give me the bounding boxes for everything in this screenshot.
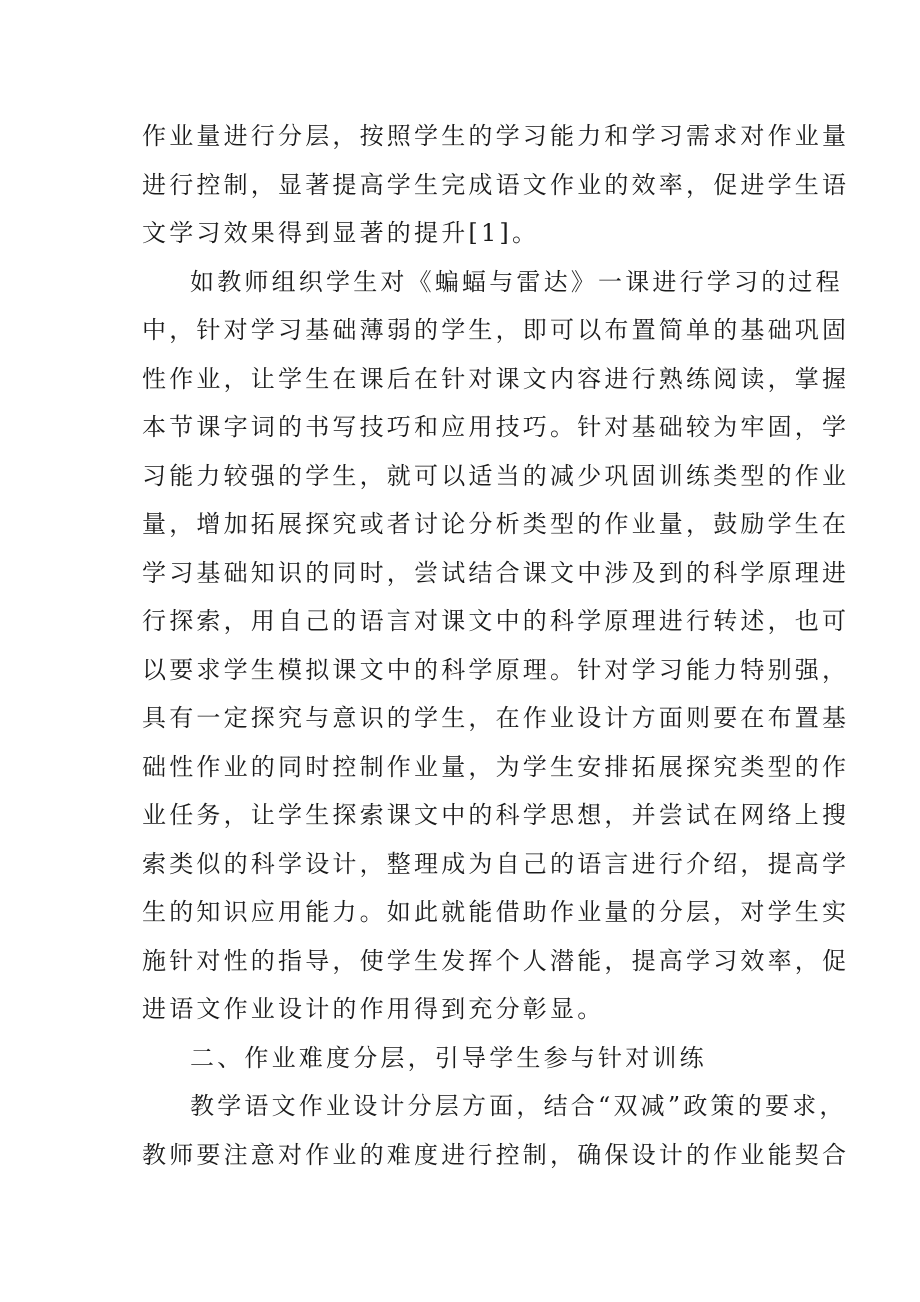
text-line: 学习基础知识的同时，尝试结合课文中涉及到的科学原理进 (142, 558, 850, 587)
text-line: 础性作业的同时控制作业量，为学生安排拓展探究类型的作 (142, 752, 850, 781)
text-line: 具有一定探究与意识的学生，在作业设计方面则要在布置基 (142, 704, 850, 732)
text-line: 作业量进行分层，按照学生的学习能力和学习需求对作业量 (142, 122, 850, 150)
text-line: 进行控制，显著提高学生完成语文作业的效率，促进学生语 (142, 170, 850, 199)
paragraph-start-line: 教学语文作业设计分层方面，结合“双减”政策的要求， (190, 1092, 847, 1120)
text-line: 量，增加拓展探究或者讨论分析类型的作业量，鼓励学生在 (142, 510, 850, 538)
text-line: 习能力较强的学生，就可以适当的减少巩固训练类型的作业 (142, 461, 850, 490)
text-line: 业任务，让学生探索课文中的科学思想，并尝试在网络上搜 (142, 801, 850, 829)
text-line: 进语文作业设计的作用得到充分彰显。 (142, 995, 605, 1023)
document-body (142, 112, 850, 1179)
paragraph-start-line: 如教师组织学生对《蝙蝠与雷达》一课进行学习的过程 (190, 267, 843, 296)
text-line: 以要求学生模拟课文中的科学原理。针对学习能力特别强， (142, 655, 850, 684)
text-line: 本节课字词的书写技巧和应用技巧。针对基础较为牢固，学 (142, 413, 850, 441)
text-line: 索类似的科学设计，整理成为自己的语言进行介绍，提高学 (142, 849, 850, 878)
text-line: 教师要注意对作业的难度进行控制，确保设计的作业能契合 (142, 1140, 850, 1169)
text-line: 文学习效果得到显著的提升[1]。 (142, 219, 540, 247)
text-line: 性作业，让学生在课后在针对课文内容进行熟练阅读，掌握 (142, 364, 850, 393)
text-line: 行探索，用自己的语言对课文中的科学原理进行转述，也可 (142, 607, 850, 635)
text-line: 施针对性的指导，使学生发挥个人潜能，提高学习效率，促 (142, 946, 850, 975)
text-line: 生的知识应用能力。如此就能借助作业量的分层，对学生实 (142, 898, 850, 926)
section-heading: 二、作业难度分层，引导学生参与针对训练 (190, 1043, 707, 1072)
text-line: 中，针对学习基础薄弱的学生，即可以布置简单的基础巩固 (142, 316, 850, 344)
